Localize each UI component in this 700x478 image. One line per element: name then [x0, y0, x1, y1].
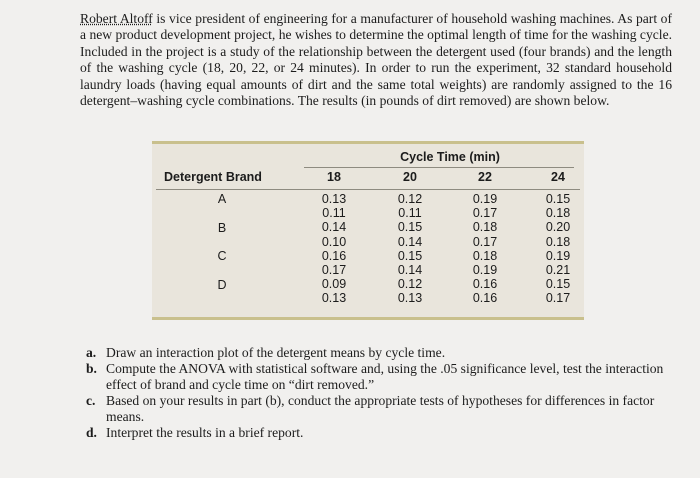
time-header-18: 18: [327, 170, 341, 184]
data-table: [152, 141, 584, 320]
time-header-24: 24: [551, 170, 565, 184]
table-cell: 0.13: [321, 291, 347, 306]
table-cell: 0.09: [321, 277, 347, 292]
table-cell: 0.17: [472, 234, 498, 249]
table-cell: 0.14: [397, 234, 423, 249]
table-cell: 0.19: [472, 192, 498, 206]
brand-b-label: B: [217, 221, 227, 235]
table-cell: 0.21: [545, 263, 571, 277]
table-cell: 0.11: [322, 206, 346, 221]
table-cell: 0.11: [398, 206, 422, 221]
question-b: b. Compute the ANOVA with statistical software and, using the .05 significance level, test the interaction effect of brand and cycle time on “dirt removed.”: [86, 361, 664, 392]
time-header-22: 22: [478, 170, 492, 184]
table-cell: 0.16: [472, 277, 498, 292]
question-list: [80, 345, 680, 441]
table-cell: 0.18: [472, 248, 498, 263]
table-cell: 0.16: [472, 291, 498, 306]
table-cell: 0.14: [397, 263, 423, 277]
table-cell: 0.16: [321, 248, 347, 263]
problem-intro: [80, 11, 672, 109]
header-divider: [304, 167, 574, 168]
table-cell: 0.19: [545, 248, 571, 263]
table-cell: 0.17: [321, 263, 347, 277]
table-cell: 0.13: [397, 291, 423, 306]
table-cell: 0.12: [397, 277, 423, 292]
detergent-brand-header: Detergent Brand: [164, 170, 262, 184]
brand-c-label: C: [217, 249, 227, 263]
table-cell: 0.13: [321, 192, 347, 206]
table-cell: 0.15: [545, 192, 571, 206]
table-cell: 0.15: [397, 220, 423, 235]
table-cell: 0.15: [545, 277, 571, 292]
table-cell: 0.17: [545, 291, 571, 306]
table-cell: 0.15: [397, 248, 423, 263]
person-name: Robert Altoff: [80, 11, 153, 26]
brand-d-label: D: [217, 278, 227, 292]
table-cell: 0.14: [321, 220, 347, 235]
table-cell: 0.18: [472, 220, 498, 235]
question-c: c. Based on your results in part (b), conduct the appropriate tests of hypotheses for differences in factor means.: [86, 393, 655, 424]
brand-a-label: A: [217, 192, 227, 206]
table-cell: 0.18: [545, 206, 571, 221]
question-a: a. Draw an interaction plot of the detergent means by cycle time.: [86, 345, 446, 360]
table-cell: 0.17: [472, 206, 498, 221]
column-header-divider: [156, 189, 580, 190]
table-cell: 0.12: [397, 192, 423, 206]
question-d: d. Interpret the results in a brief report.: [86, 425, 304, 440]
table-cell: 0.20: [545, 220, 571, 235]
table-cell: 0.10: [321, 234, 347, 249]
time-header-20: 20: [403, 170, 417, 184]
cycle-time-header: Cycle Time (min): [400, 150, 500, 164]
table-cell: 0.19: [472, 263, 498, 277]
table-cell: 0.18: [545, 234, 571, 249]
intro-text: is vice president of engineering for a manufacturer of household washing machines. As part of a new product development project, he wishes to determine the optimal length of time for the washing cycle. Included in the project is a study of the relationship between the detergent used (four brands) and the length of the washing cycle (18, 20, 22, or 24 minutes). In order to run the experiment, 32 standard household laundry loads (having equal amounts of dirt and the same total weights) are randomly assigned to the 16 detergent–washing cycle combinations. The results (in pounds of dirt removed) are shown below.: [80, 11, 672, 109]
